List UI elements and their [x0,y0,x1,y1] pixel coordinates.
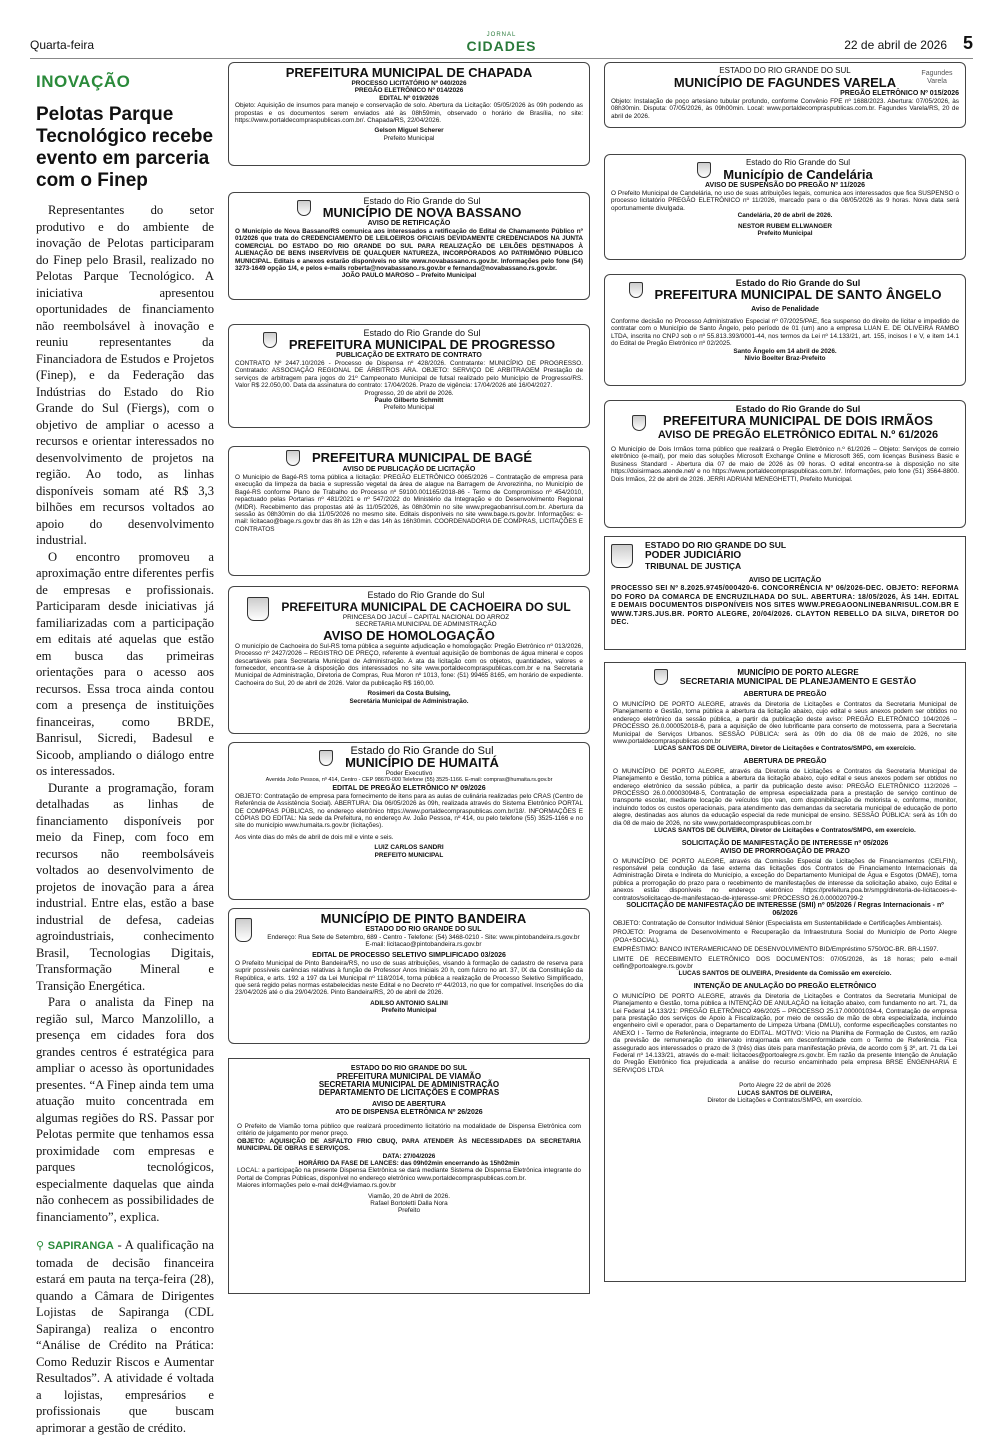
notice-candelaria [604,154,966,260]
notice-body: O Prefeito de Viamão torna público que realizará procedimento licitatório na modalidade de Dispensa Eletrônica com critério de julgamento por menor preço. [237,1123,581,1138]
notice-place: Porto Alegre 22 de abril de 2026 [739,1082,831,1090]
notice-subtitle: EDITAL DE PREGÃO ELETRÔNICO Nº 09/2026 [332,784,486,792]
notice-state: Estado do Rio Grande do Sul [350,745,494,757]
notice-nova-bassano [228,192,590,300]
signatory-role: Prefeito [397,1207,421,1215]
notice-tribunal-justica [604,536,966,650]
article [36,72,214,1436]
coat-of-arms-icon [632,415,646,431]
notice-place: Candelária, 20 de abril de 2026. [737,212,833,220]
notice-subtitle: AVISO DE RETIFICAÇÃO [367,220,451,227]
section-label: INOVAÇÃO [36,72,131,91]
signatory: JOÃO PAULO MAROSO – Prefeito Municipal [341,272,477,280]
notice-subtitle: AVISO DE PUBLICAÇÃO DE LICITAÇÃO [342,466,476,473]
notice-progresso [228,324,590,428]
signatory-role: Prefeito Municipal [757,230,813,238]
notice-address: Avenida João Pessoa, nº 414, Centro - CEP 98670-000 Telefone (55) 3525-1166. E-mail: compras@humaita.rs.gov.br [265,777,553,784]
signatory-role: Secretária Municipal de Administração. [349,697,469,705]
notice-address: Endereço: Rua Sete de Setembro, 689 - Centro - Telefone: (54) 3468-0210 - Site: www.pintobandeira.rs.gov.br E-mail: licitacao@pintobandeira.rs.gov.br [267,934,580,949]
section-line: LIMITE DE RECEBIMENTO ELETRÔNICO DOS DOCUMENTOS: 07/05/2026, às 18 horas; pelo e-mail celfin@portoalegre.rs.gov.br [613,955,957,970]
notice-body: Conforme decisão no Processo Administrativo Especial nº 07/2025/PAE, fica suspenso do direito de licitar e impedido de contratar com o Município de Santo Ângelo, pelo período de 01 (um) ano a empresa LUAN E. DE OLIVEIRA RAMBO LTDA, inscrita no CNPJ sob o nº 55.813.393/0001-44, nos termos da Lei nº 14.133/21, art. 155, incisos I e V, e item 14.1 do Edital de Pregão Eletrônico nº 02/2025. [611,318,959,348]
notice-subtitle: PUBLICAÇÃO DE EXTRATO DE CONTRATO [336,352,482,359]
notice-cachoeira-do-sul [228,586,590,734]
brief-text: - A qualificação na tomada de decisão financeira estará em pauta na terça-feira (28), quando a Câmara de Dirigentes Lojistas de Sapiranga (CDL Sapiranga) realiza o encontro “Análise de Crédito na Prática: Como Reduzir Riscos e Aumentar Resultados”. A atividade é voltada a lojistas, empresários e profissionais que buscam aprimorar a gestão de crédito. [36,1238,214,1435]
notice-title: PODER JUDICIÁRIO [645,550,742,561]
notice-place: Progresso, 20 de abril de 2026. [364,389,454,397]
notice-place: Santo Ângelo em 14 abril de 2026. [733,347,837,355]
brief [36,1237,214,1436]
notice-subtitle: AVISO DE ABERTURA [372,1101,446,1108]
coat-of-arms-icon [247,597,269,621]
notice-state: Estado do Rio Grande do Sul [363,328,481,338]
paragraph: O encontro promoveu a aproximação entre diferentes perfis de empresas e profissionais. Participaram desde iniciativas já familiarizadas com a participação em editais até aquelas que estão em busca das primeiras orientações para o acesso aos recursos. Essa troca ainda contou com a presença de instituições financeiras, como BRDE, Banrisul, Sicredi, Badesul e Sicoob, ampliando o diálogo entre os interessados. [36,549,214,778]
headline: Pelotas Parque Tecnológico recebe evento em parceria com o Finep [36,104,214,191]
notice-chapada [228,62,590,166]
notice-title-line: SECRETARIA MUNICIPAL DE ADMINISTRAÇÃO [318,1080,500,1089]
notice-humaita [228,742,590,900]
notice-title-secondary: AVISO DE HOMOLOGAÇÃO [323,627,495,643]
signatory: Nivio Boelter Braz-Prefeito [744,355,826,363]
section-title: INTENÇÃO DE ANULAÇÃO DO PREGÃO ELETRÔNICO [693,982,877,990]
section-body: O MUNICÍPIO DE PORTO ALEGRE, através da Diretoria de Licitações e Contratos da Secretaria Municipal de Planejamento e Gestão, torna pública a abertura da licitação abaixo, cujo edital e seus anexos podem ser obtidos no endereço eletrônico da sessão pública, a partir da publicação deste aviso: PREGÃO ELETRÔNICO 112/2026 – PROCESSO 26.0.000030948-5, Contratação de empresa especializada para a prestação de serviço contínuo de transporte escolar, mediante locação de veículos tipo van, com disponibilização de motorista e, conforme, monitor, incluindo todos os custos operacionais, para atendimento das demandas da secretaria municipal de educação de porto alegre, destinadas aos alunos da educação especial da rede municipal de ensino. SESSÃO PÚBLICA: será às 10h do dia 08 de maio de 2026, no site www.portaldecompraspublicas.com.br [613,767,957,827]
notice-title: MUNICÍPIO DE PORTO ALEGRE [737,668,859,677]
notice-title: PREFEITURA MUNICIPAL DE DOIS IRMÃOS [663,413,933,428]
signatory: Paulo Gilberto Schmitt [374,397,444,405]
notice-hour: HORÁRIO DA FASE DE LANCES: das 09h02min encerrando às 15h02min [298,1160,520,1168]
coat-of-arms-icon [697,162,711,178]
masthead-small: JORNAL [486,32,517,38]
signatory: LUCAS SANTOS DE OLIVEIRA, Presidente da Comissão em exercício. [678,970,892,978]
signatory-role: PREFEITO MUNICIPAL [374,851,444,859]
notice-date: DATA: 27/04/2026 [382,1152,436,1160]
header-rule [30,58,973,59]
section-title: ABERTURA DE PREGÃO [743,757,827,765]
notice-object: OBJETO: AQUISIÇÃO DE ASFALTO FRIO CBUQ, PARA ATENDER ÀS NECESSIDADES DA SECRETARIA MUNICIPAL DE OBRAS E SERVIÇOS. [237,1137,581,1153]
notice-title: Município de Candelária [723,167,873,182]
coat-of-arms-icon [629,282,643,298]
section-body: O MUNICÍPIO DE PORTO ALEGRE, através da Diretoria de Licitações e Contratos da Secretaria Municipal de Planejamento e Gestão, torna pública a abertura da licitação abaixo, cujo edital e seus anexos podem ser obtidos no endereço eletrônico da sessão pública, a partir da publicação deste aviso: PREGÃO ELETRÔNICO 104/2026 – PROCESSO 26.0.000052018-6, para a aquisição de óleo lubrificante para conserto de motosserra, para a Secretaria Municipal de Serviços Urbanos. SESSÃO PÚBLICA: será às 09h do dia 08 de maio de 2026, no site www.portaldecompraspublicas.com.br [613,701,957,746]
notice-state: Estado do Rio Grande do Sul [735,278,861,288]
notice-title: PREFEITURA MUNICIPAL DE BAGÉ [311,450,533,465]
coat-of-arms-icon [297,200,311,216]
notice-subtitle: Aviso de Penalidade [751,306,819,313]
notice-state: ESTADO DO RIO GRANDE DO SUL [719,66,851,75]
notice-viamao [228,1058,590,1294]
masthead-title: CIDADES [466,38,537,54]
notice-title: MUNICÍPIO DE HUMAITÁ [345,755,499,770]
section-subtitle: AVISO DE PRORROGAÇÃO DE PRAZO [720,847,850,855]
notice-subtitle: AVISO DE SUSPENSÃO DO PREGÃO Nº 11/2026 [705,182,865,189]
signatory: LUCAS SANTOS DE OLIVEIRA, [737,1089,833,1097]
notice-subtitle: PREGÃO ELETRÔNICO Nº 015/2026 [840,90,959,97]
section-line: PROJETO: Programa de Desenvolvimento e Recuperação da Infraestrutura Social do Município de Porto Alegre (POA+SOCIAL). [613,929,957,944]
notice-title-line: ESTADO DO RIO GRANDE DO SUL [645,540,787,550]
notice-subtitle: EDITAL DE PROCESSO SELETIVO SIMPLIFICADO 03/2026 [312,951,506,959]
section-body: O MUNICÍPIO DE PORTO ALEGRE, através da Diretoria de Licitações e Contratos da Secretaria Municipal de Planejamento e Gestão, torna pública a INTENÇÃO DE ANULAÇÃO na licitação abaixo, com fundamento no art. 71, da Lei Federal 14.133/21: PREGÃO ELETRÔNICO 496/2025 – PROCESSO 25.17.000001034-4, Contratação de empresa para prestação dos serviços de Apoio à Fiscalização, por meio de cessão de mão de obra especializada, incluindo engenheiro civil e operador, para o Departamento de Limpeza Urbana (DMLU), conforme especificações constantes no ANEXO I - Termo de Referência, integrante do EDITAL. MOTIVO: Vício na Planilha de Formação de Custos, em razão da previsão de remuneração do intervalo intrajornada em desconformidade com o Termo de Referência. Fica assegurado aos interessados o prazo de 3 (três) dias úteis para manifestação prévia, de acordo com § 3º, art. 71 da Lei Federal nº 14.133/21, através do e-mail: licitacoes@portoalegre.rs.gov.br. Em razão da presente Intenção de Anulação do Pregão Eletrônico fica prejudicada a análise do recurso encaminhado pela empresa BRSE ENGENHARIA E SERVIÇOS LTDA [613,992,957,1074]
signatory-role: Prefeito Municipal [383,134,435,142]
notice-body: Objeto: Aquisição de insumos para manejo e conservação de solo. Abertura da Licitação: 05/05/2026 às 09h podendo as propostas e os documentos serem enviados até às 08h59min, observado o horário de Brasília, no site: https://www.portaldecompraspublicas.com.br/. Chapada/RS, 22/04/2026. [235,102,583,125]
notice-subtitle: Poder Executivo [385,770,433,777]
notice-body: Objeto: Instalação de poço artesiano tubular profundo, conforme Convênio FPE nº 1688/2023. Abertura: 07/05/2026, às 08h30min. Disputa: 07/05/2026, às 09h00min. Local: www.portaldecompraspublicas.com.br. Fagundes Varela/RS, 20 de abril de 2026. [611,98,959,120]
signatory-role: Prefeito Municipal [383,404,435,412]
notice-state: Estado do Rio Grande do Sul [745,158,851,167]
notices-right-column [604,62,966,1290]
notice-line: PREGÃO ELETRÔNICO Nº 014/2026 [354,87,464,95]
section-line: OBJETO: Contratação de Consultor Individual Sênior (Especialista em Sustentabilidade e Certificações Ambientais). [613,919,943,927]
brief-label: SAPIRANGA [47,1240,114,1252]
signatory: Rosimeri da Costa Bulsing, [367,690,451,698]
notice-title-line: SECRETARIA MUNICIPAL DE PLANEJAMENTO E GESTÃO [679,676,917,686]
section-title: SOLICITAÇÃO DE MANIFESTAÇÃO DE INTERESSE nº 05/2026 [681,839,889,847]
notice-body: CONTRATO Nº 2447.10/2026 - Processo de Dispensa nº 428/2026. Contratante: MUNICÍPIO DE PROGRESSO. Contratado: ASSOCIAÇÃO REGIONAL DE ÁRBITROS ARA. OBJETO: SERVIÇO DE ARBITRAGEM Prestação de serviços de arbitragem para jogos do 21º Campeonato Municipal de futsal realizado pelo Município de Progresso/RS. Valor R$ 22.050,00. Data da assinatura do contrato: 17/04/2026. Prazo de vigência: 17/04/2026 até 16/04/2027. [235,360,583,390]
coat-of-arms-icon [611,544,633,568]
notice-title-line: ESTADO DO RIO GRANDE DO SUL [350,1065,468,1072]
coat-of-arms-icon [286,450,300,466]
notice-state: ESTADO DO RIO GRANDE DO SUL [365,926,482,933]
notice-title: MUNICÍPIO DE PINTO BANDEIRA [320,911,527,926]
weekday: Quarta-feira [30,38,95,52]
notice-title-line: TRIBUNAL DE JUSTIÇA [645,561,742,571]
notice-title: MUNICÍPIO DE NOVA BASSANO [322,205,522,220]
notice-title: PREFEITURA MUNICIPAL DE CHAPADA [285,65,533,80]
notice-email: Maiores informações pelo e-mail dcl4@viamao.rs.gov.br [237,1182,397,1190]
notice-date: Aos vinte dias do mês de abril de dois mil e vinte e seis. [235,833,394,841]
signatory-role: Prefeito Municipal [381,1007,437,1015]
coat-of-arms-icon [263,332,277,348]
notice-subtitle: PRINCESA DO JACUÍ – CAPITAL NACIONAL DO ARROZ [342,614,510,621]
notice-line: EDITAL Nº 019/2026 [379,94,439,102]
page-header [30,32,973,60]
article-body [36,202,214,1436]
coat-of-arms-icon [654,669,668,685]
signatory: Gelson Miguel Scherer [374,127,444,135]
section-title: SOLICITAÇÃO DE MANIFESTAÇÃO DE INTERESSE (SMI) nº 05/2026 / Regras Internacionais - nº 06/2026 [626,901,944,917]
notice-body: O Prefeito Municipal de Candelária, no uso de suas atribuições legais, comunica aos interessados que fica SUSPENSO o processo licitatório PREGÃO ELETRÔNICO nº 11/2026, marcado para o dia 08/05/2026 às 9 horas. Nova data será oportunamente divulgada. [611,190,959,212]
notice-state: Estado do Rio Grande do Sul [363,196,481,206]
notice-body: O Município de Bagé-RS torna pública a licitação: PREGÃO ELETRÔNICO 0065/2026 – Contratação de empresa para execução da limpeza da bacia e supressão vegetal da área de alague na Barragem de Arvorezinha, no Município de Bagé-RS conforme Plano de Trabalho do Processo nº 59100.001165/2018-86 - Termo de Compromisso nº 454/2010, repactuado pelas Portarias nº 481/2021 e nº 547/2022 do Ministério da Integração e do Desenvolvimento Regional (MIDR). Recebimento das propostas até às 11/05/2026, às 08h30min no site www.pregaobanrisul.com.br. Abertura da sessão às 08h30min do dia 11/05/2026 no mesmo site. Editais disponíveis no site www.bage.rs.gov.br. Informações: e-mail: licitacao@bage.rs.gov.br das 8h às 12h e das 14h às 16h30min. COORDENADORIA DE COMPRAS, LICITAÇÕES E CONTRATOS [235,474,583,533]
coat-of-arms-icon [235,918,252,942]
notice-title-line: DEPARTAMENTO DE LICITAÇÕES E COMPRAS [318,1088,500,1097]
notice-subtitle: AVISO DE PREGÃO ELETRÔNICO EDITAL N.º 61/2026 [657,429,939,441]
signatory: Rafael Bortoletti Dalla Nora [370,1200,448,1208]
notice-body: O Município de Nova Bassano/RS comunica aos interessados a retificação do Edital de Chamamento Público nº 01/2026 que trata do CREDENCIAMENTO DE LEILOEIROS OFICIAIS DEVIDAMENTE CREDENCIADOS NA JUNTA COMERCIAL DO ESTADO DO RIO GRANDE DO SUL PARA REALIZAÇÃO DE LEILÕES DESTINADOS À ALIENAÇÃO DE BENS INSERVÍVEIS DE QUALQUER NATUREZA, INCORPORADOS AO PATRIMÔNIO PÚBLICO MUNICIPAL. Editais e anexos estarão disponíveis no site www.novabassano.rs.gov.br. Informações pelo fone (54) 3273-1649 opção 1/4, e pelos e-mails roberta@novabassano.rs.gov.br e fernanda@novabassano.rs.gov.br. [235,228,583,273]
issue-date: 22 de abril de 2026 [844,38,947,52]
notice-subtitle: AVISO DE LICITAÇÃO [748,577,822,584]
notice-body: PROCESSO SEI Nº 8.2025.9745/000420-6. CONCORRÊNCIA Nº 06/2026-DEC. OBJETO: REFORMA DO FORO DA COMARCA DE ENCRUZILHADA DO SUL. ABERTURA: 18/05/2026, ÀS 14H. EDITAL E DEMAIS DOCUMENTOS DISPONÍVEIS NOS SITES WWW.PREGAOONLINEBANRISUL.COM.BR E WWW.TJRS.JUS.BR. PORTO ALEGRE, 20/04/2026. CLAYTON REBELLO DA SILVA, DIRETOR DO DEC. [611,585,959,626]
section-title: ABERTURA DE PREGÃO [743,691,827,698]
notice-title: PREFEITURA MUNICIPAL DE CACHOEIRA DO SUL [281,600,571,614]
paragraph: Para o analista da Finep na região sul, Marco Manzolillo, a presença em cidades fora dos grandes centros é estratégica para ampliar o acesso às oportunidades presentes. “A Finep ainda tem uma atuação muito concentrada em algumas regiões do RS. Passar por Pelotas permite que tenhamos essa proximidade com empresas e parques tecnológicos, especialmente daquelas que ainda não conhecem as possibilidades de financiamento”, explica. [36,995,214,1224]
notice-state: Estado do Rio Grande do Sul [735,404,861,414]
notice-body: O Prefeito Municipal de Pinto Bandeira/RS, no uso de suas atribuições, visando à formação de cadastro de reserva para suprir possíveis carências relativas à função de Professor Anos Iniciais 20 h, com fulcro no art. 37, IX da Constituição da República, e arts. 192 a 197 da Lei Municipal nº 118/2014, torna pública a realização de Processo Seletivo Simplificado, que será regido pelas normas estabelecidas neste Edital e no Decreto nº 44/2013, no que for compatível. Inscrições do dia 23/04/2026 até o dia 29/04/2026. Pinto Bandeira/RS, 20 de abril de 2026. [235,959,583,997]
masthead [466,32,536,54]
notice-subtitle: SECRETARIA MUNICIPAL DE ADMINISTRAÇÃO [355,621,497,629]
signatory: LUCAS SANTOS DE OLIVEIRA, Diretor de Licitações e Contratos/SMPG, em exercício. [654,827,916,835]
notice-santo-angelo [604,274,966,386]
paragraph: Durante a programação, foram detalhadas as linhas de financiamento disponíveis por meio da Finep, com foco em recursos não reembolsáveis voltados ao desenvolvimento de projetos de inovação para a área industrial. Entre elas, estão a base industrial de defesa, cadeias agroindustriais, conhecimento Brasil, Tecnologias Digitais, Transformação Mineral e Transição Energética. [36,780,214,993]
signatory: LUIZ CARLOS SANDRI [374,844,444,852]
municipality-logo: Fagundes Varela [921,70,953,85]
notice-pinto-bandeira [228,908,590,1044]
notice-bage [228,446,590,576]
notice-body: O município de Cachoeira do Sul-RS torna pública a seguinte adjudicação e homologação: Pregão Eletrônico nº 013/2026, Processo nº 2427/2026 – REGISTRO DE PREÇO, referente à eventual aquisição de bombonas de água mineral e copos descartáveis para Secretaria Municipal de Administração. A ata da licitação com os objetos, quantidades, valores e fornecedor, encontra-se à disposição dos interessados no site www.portaldecompraspublicas.com.br e na Secretaria Municipal de Administração, Diretoria de Compras, Rua Moron nº 1013, fone: (51) 99465 8165, em horário de expediente. Cachoeira do Sul, 20 de abril de 2026. Valor da publicação R$ 160,00. [235,642,584,687]
paragraph: Representantes do setor produtivo e do ambiente de inovação de Pelotas participaram do Finep pelo Brasil, realizado no Pelotas Parque Tecnológico. A iniciativa apresentou oportunidades de financiamento não reembolsável à inovação e reuniu representantes da Financiadora de Estudos e Projetos (Finep), e da Federação das Indústrias do Estado do Rio Grande do Sul (Fiergs), com o objetivo de ampliar o acesso a recursos e orientar interessados no desenvolvimento de projetos na região. Ao todo, as linhas disponíveis somam até R$ 3,3 bilhões em recursos voltados ao apoio do desenvolvimento industrial. [36,203,214,547]
notice-porto-alegre [604,662,966,1282]
section-line: EMPRÉSTIMO: BANCO INTERAMERICANO DE DESENVOLVIMENTO BID/Empréstimo 5750/OC-BR. BR-L1597. [613,946,939,954]
notice-body: OBJETO: Contratação de empresa para fornecimento de itens para as aulas de culinária realizadas pelo CRAS (Centro de Referência de Assistência Social). ABERTURA: Dia 06/05/2026 às 09h, realizada através do Sistema Eletrônico PORTAL DE COMPRAS PÚBLICAS, no endereço eletrônico https://www.portaldecompraspublicas.com.br/18/. INFORMAÇÕES E CÓPIAS DO EDITAL: Na sede da Prefeitura, no endereço Av. João Pessoa, nº 414, ou pelo telefone (55) 3525-1166 e no site do município www.humaita.rs.gov.br (licitações). [235,792,583,830]
notice-fagundes-varela [604,62,966,128]
notices-middle-column [228,62,590,1302]
notice-place: Viamão, 20 de Abril de 2026. [368,1192,450,1200]
signatory-role: Diretor de Licitações e Contratos/SMPG, em exercício. [707,1097,863,1105]
notice-title: PREFEITURA MUNICIPAL DE PROGRESSO [288,337,556,352]
page-number: 5 [962,33,973,53]
notice-state: Estado do Rio Grande do Sul [367,590,485,600]
signatory: ADILSO ANTONIO SALINI [370,999,448,1007]
coat-of-arms-icon [319,750,333,766]
notice-title: PREFEITURA MUNICIPAL DE VIAMÃO [336,1072,482,1081]
notice-subtitle: ATO DE DISPENSA ELETRÔNICA Nº 26/2026 [335,1109,483,1116]
section-body: O MUNICÍPIO DE PORTO ALEGRE, através da Comissão Especial de Licitações de Financiamentos (CELFIN), responsável pela condução da fase externa das licitações dos Contratos de Financiamento Internacionais da Administração Direta e Indireta do Município, a exceção do Departamento Municipal de Água e Esgotos (DMAE), torna pública a prorrogação do prazo para o recebimento de manifestações de interesse da solicitação abaixo, cujo Edital e anexos estão disponíveis no endereço eletrônico https://prefeitura.poa.br/smpg/diretoria-de-licitacoes-e-contratos/solicitacao-de-manifestacao-de-interesse-smi: PROCESSO 26.0.000020799-2 [613,857,957,902]
location-pin-icon: ⚲ [36,1239,45,1252]
signatory: NESTOR RUBEM ELLWANGER [738,222,832,230]
notice-title: MUNICÍPIO DE FAGUNDES VARELA [673,75,897,90]
notice-dois-irmaos [604,400,966,528]
signatory: LUCAS SANTOS DE OLIVEIRA, Diretor de Licitações e Contratos/SMPG, em exercício. [654,745,916,753]
notice-line: PROCESSO LICITATÓRIO Nº 040/2026 [351,80,467,87]
notice-local: LOCAL: a participação na presente Dispensa Eletrônica se dará mediante Sistema de Dispensa Eletrônica integrante do Portal de Compras Públicas, disponível no endereço eletrônico www.portaldecompraspublicas.com.br. [237,1167,581,1182]
notice-body: O Município de Dois Irmãos torna público que realizará o Pregão Eletrônico n.º 61/2026 – Objeto: Serviços de correio eletrônico (e-mail), por meio das soluções Microsoft Exchange Online e Microsoft 365, com licenças Business Basic e Business Standard - Abertura dia 07 de maio de 2026 às 09 horas. O edital encontra-se à disposição no site https://doisirmaos.atende.net/ e no https://www.portaldecompraspublicas.com.br/. Informações, pelo fone (51) 3564-8800. Dois Irmãos, 22 de abril de 2026. JERRI ADRIANI MENEGHETTI, Prefeito Municipal. [611,446,959,483]
notice-title: PREFEITURA MUNICIPAL DE SANTO ÂNGELO [654,287,942,302]
